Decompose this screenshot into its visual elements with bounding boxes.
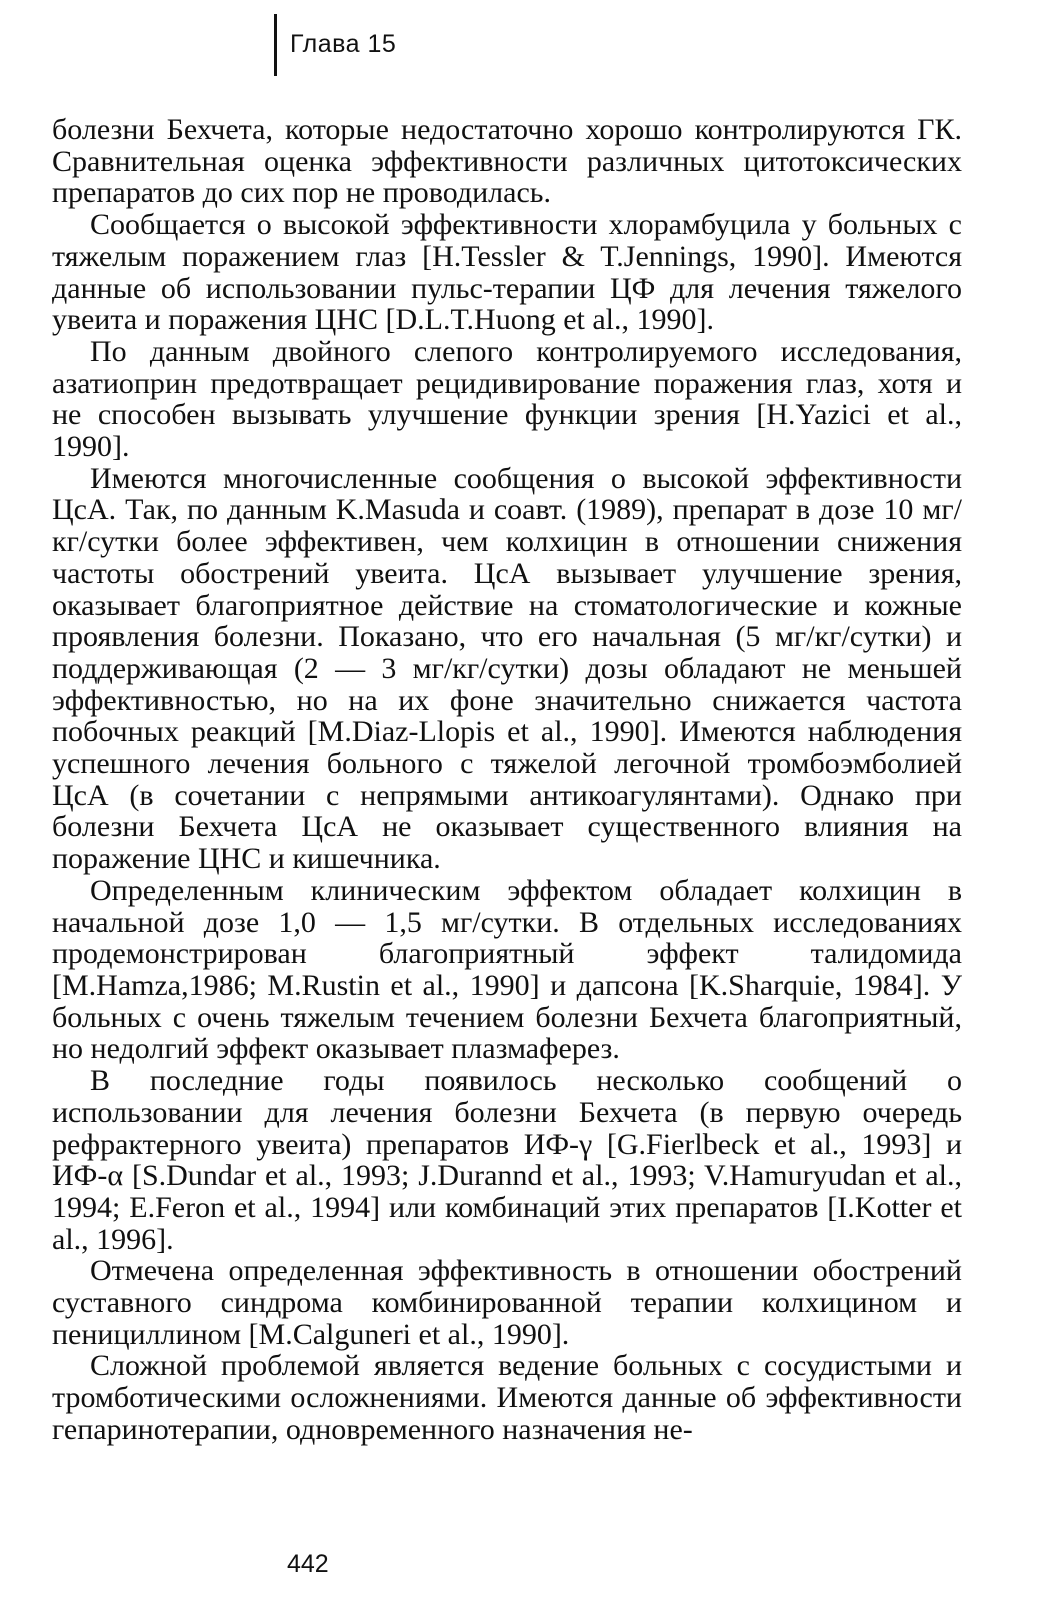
paragraph-4: Имеются многочисленные сообщения о высокой эффективности ЦсА. Так, по данным K.Masuda и соавт. (1989), препарат в дозе 10 мг/кг/сутки более эффективен, чем колхицин в отношении снижения частоты обострений увеита. ЦсА вызывает улучшение зрения, оказывает благоприятное действие на стоматологические и кожные проявления болезни. Показано, что его начальная (5 мг/кг/сутки) и поддерживающая (2 — 3 мг/кг/сутки) дозы обладают не меньшей эффективностью, но на их фоне значительно снижается частота побочных реакций [M.Diaz-Llopis et al., 1990]. Имеются наблюдения успешного лечения больного с тяжелой легочной тромбоэмболией ЦсА (в сочетании с непрямыми антикоагулянтами). Однако при болезни Бехчета ЦсА не оказывает существенного влияния на поражение ЦНС и кишечника.	[52, 461, 962, 876]
paragraph-1: болезни Бехчета, которые недостаточно хорошо контролируются ГК. Сравнительная оценка эффективности различных цитотоксических препаратов до сих пор не проводилась.	[52, 113, 962, 210]
header-vertical-rule	[274, 14, 277, 76]
paragraph-5: Определенным клиническим эффектом обладает колхицин в начальной дозе 1,0 — 1,5 мг/сутки. В отдельных исследованиях продемонстрирован благоприятный эффект талидомида [M.Hamza,1986; M.Rustin et al., 1990] и дапсона [K.Sharquie, 1984]. У больных с очень тяжелым течением болезни Бехчета благоприятный, но недолгий эффект оказывает плазмаферез.	[52, 873, 962, 1066]
paragraph-8: Сложной проблемой является ведение больных с сосудистыми и тромботическими осложнениями. Имеются данные об эффективности гепаринотерапии, одновременного назначения не-	[52, 1349, 962, 1446]
body-text	[52, 114, 962, 1446]
paragraph-7: Отмечена определенная эффективность в отношении обострений суставного синдрома комбинированной терапии колхицином и пенициллином [M.Calguneri et al., 1990].	[52, 1254, 962, 1351]
paragraph-6: В последние годы появилось несколько сообщений о использовании для лечения болезни Бехчета (в первую очередь рефрактерного увеита) препаратов ИФ-γ [G.Fierlbeck et al., 1993] и ИФ-α [S.Dundar et al., 1993; J.Durannd et al., 1993; V.Hamuryudan et al., 1994; E.Feron et al., 1994] или комбинаций этих препаратов [I.Kotter et al., 1996].	[52, 1064, 962, 1256]
page-number: 442	[287, 1550, 329, 1578]
chapter-heading: Глава 15	[290, 30, 397, 58]
paragraph-3: По данным двойного слепого контролируемого исследования, азатиоприн предотвращает рецидивирование поражения глаз, хотя и не способен вызывать улучшение функции зрения [H.Yazici et al., 1990].	[52, 334, 962, 464]
paragraph-2: Сообщается о высокой эффективности хлорамбуцила у больных с тяжелым поражением глаз [H.Tessler & T.Jennings, 1990]. Имеются данные об использовании пульс-терапии ЦФ для лечения тяжелого увеита и поражения ЦНС [D.L.T.Huong et al., 1990].	[52, 208, 962, 337]
